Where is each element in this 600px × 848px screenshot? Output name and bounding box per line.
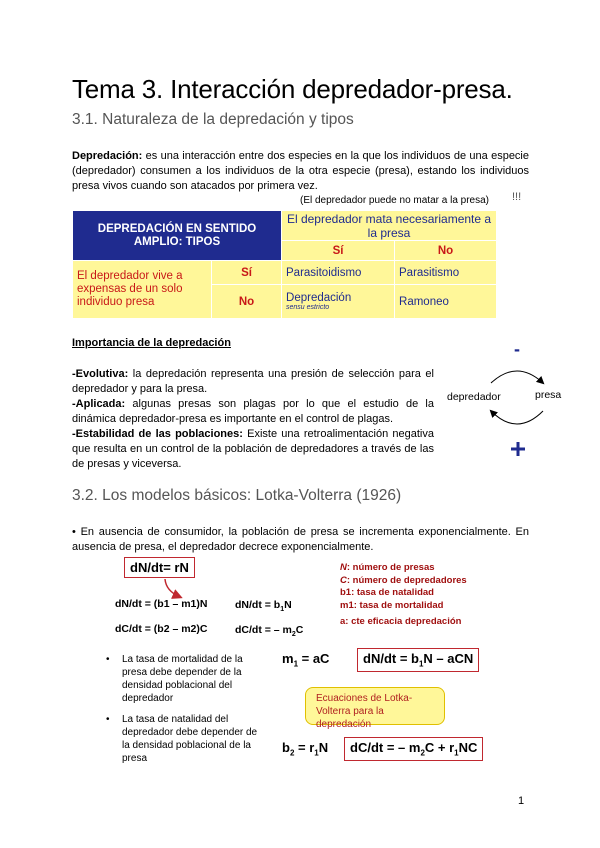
importance-estabilidad-term: -Estabilidad de las poblaciones:	[72, 428, 243, 440]
table-cell-depredacion-label: Depredación	[286, 291, 352, 304]
eq-exponential: dN/dt= rN	[124, 557, 195, 578]
eq-prey-exponential: dN/dt = (b1 – m1)N	[115, 598, 208, 610]
importance-heading: Importancia de la depredación	[72, 337, 231, 349]
section-heading-2: 3.2. Los modelos básicos: Lotka-Volterra (1926)	[72, 487, 402, 504]
variables-legend: N: número de presas C: número de depredadores b1: tasa de natalidad m1: tasa de mortalidad a: cte eficacia depredación	[340, 562, 467, 627]
lotka-volterra-figure: dN/dt= rN dN/dt = (b1 – m1)N $dN/dt = b_1N$ dC/dt = (b2 – m2)C dC/dt = – $m_2C$ N: número de presas C: número de depredadores b1: tasa de natalidad m1: tasa de mortalidad a: cte eficacia depredación • La tasa de mortalidad de la presa debe depender de la densidad poblacional del depredador • La tasa de natalidad del depredador debe depender de la densidad poblacional de la presa $m_1$ = aC $dN/dt = b_1N$ – aCN Ecuaciones de Lotka-Volterra para la depredación $b_2 = r_1N$ dC/dt = – $m_2C + r_1NC$	[100, 553, 530, 768]
note-text: (El depredador puede no matar a la presa)	[300, 195, 490, 206]
eq-predator-mortality: dC/dt = – $m_2C$	[235, 624, 304, 639]
cycle-label-presa: presa	[535, 389, 562, 401]
importance-evolutiva-text: la depredación representa una presión de selección para el depredador y para la presa.	[72, 368, 434, 395]
cycle-plus-sign	[513, 437, 522, 455]
table-col-si: Sí	[282, 241, 395, 261]
cycle-arrow-top	[491, 371, 543, 383]
eq-predator-lv: dC/dt = – $m_2C + r_1NC$	[344, 737, 483, 761]
cycle-arrow-bottom	[491, 411, 543, 424]
eq-m1: $m_1$ = aC	[282, 651, 330, 669]
lotka-volterra-intro: • En ausencia de consumidor, la población de presa se incrementa exponencialmente. En ausencia de presa, el depredador decrece exponencialmente.	[72, 526, 529, 553]
table-cell-depredacion	[282, 285, 395, 319]
cycle-label-depredador: depredador	[447, 391, 501, 403]
eq-b2: $b_2 = r_1N$	[282, 740, 329, 758]
table-cell-ramoneo: Ramoneo	[395, 285, 497, 319]
definition-paragraph	[72, 149, 529, 194]
feedback-cycle-diagram	[445, 339, 570, 460]
cycle-minus-sign: -	[514, 339, 520, 359]
page-title: Tema 3. Interacción depredador-presa.	[72, 74, 513, 104]
importance-estabilidad-text: Existe una retroalimentación negativa que resulta en un control de la población de depredadores a través de las de presas y viceversa.	[72, 428, 434, 470]
table-row-label: El depredador vive a expensas de un solo individuo presa	[73, 261, 212, 319]
table-cell-parasitismo: Parasitismo	[395, 261, 497, 285]
importance-paragraph	[72, 367, 434, 472]
eq-prey-lv: $dN/dt = b_1N$ – aCN	[357, 648, 479, 672]
table-col-no: No	[395, 241, 497, 261]
page-number: 1	[518, 795, 525, 807]
definition-term: Depredación:	[72, 150, 143, 162]
section-heading-1: 3.1. Naturaleza de la depredación y tipos	[72, 111, 354, 128]
eq-prey-birth: $dN/dt = b_1N$	[235, 599, 292, 614]
predation-types-table	[72, 210, 497, 319]
importance-evolutiva-term: -Evolutiva:	[72, 368, 129, 380]
lotka-volterra-callout: Ecuaciones de Lotka-Volterra para la depredación	[305, 687, 445, 725]
note-mark: !!!	[512, 191, 522, 203]
importance-aplicada-text: algunas presas son plagas por lo que el estudio de la dinámica depredador-presa es importante en el control de plagas.	[72, 398, 434, 425]
importance-aplicada-term: -Aplicada:	[72, 398, 126, 410]
definition-text: es una interacción entre dos especies en la que los individuos de una especie (depredador) consumen a los individuos de la otra especie (presa), estando los individuos presa vivos cuando son atacados por primera vez.	[72, 150, 529, 192]
table-cell-depredacion-small: sensu estricto	[286, 303, 330, 311]
table-row-si: Sí	[212, 261, 282, 285]
table-row-no: No	[212, 285, 282, 319]
table-head-right: El depredador mata necesariamente a la presa	[282, 211, 497, 241]
eq-predator-exponential: dC/dt = (b2 – m2)C	[115, 623, 208, 635]
table-cell-parasitoidismo: Parasitoidismo	[282, 261, 395, 285]
table-head-left: DEPREDACIÓN EN SENTIDO AMPLIO: TIPOS	[73, 211, 282, 261]
